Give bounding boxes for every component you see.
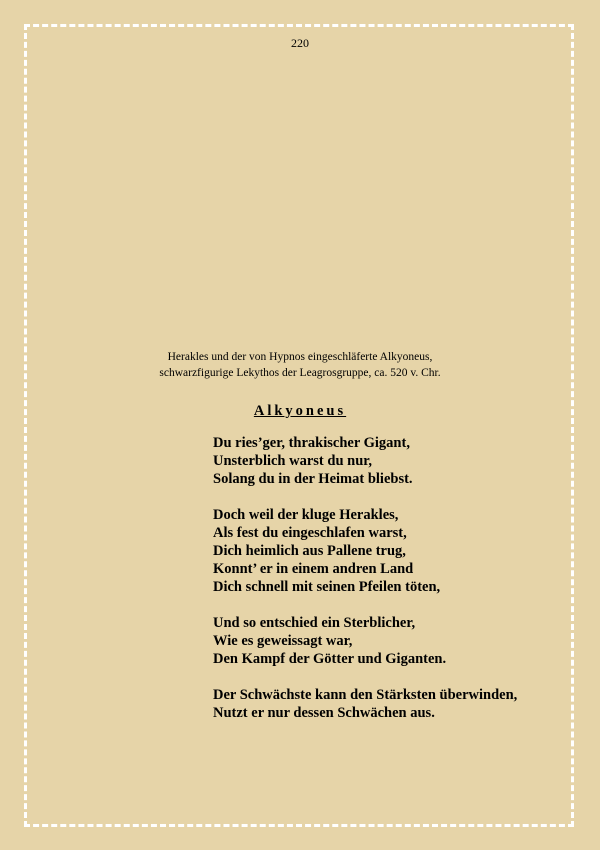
poem-title: Alkyoneus <box>253 403 347 419</box>
poem-line: Nutzt er nur dessen Schwächen aus. <box>213 705 435 721</box>
page-number: 220 <box>291 36 309 50</box>
caption-line-2: schwarzfigurige Lekythos der Leagrosgruppe, ca. 520 v. Chr. <box>159 367 441 379</box>
poem-line: Den Kampf der Götter und Giganten. <box>213 651 447 667</box>
poem-line: Und so entschied ein Sterblicher, <box>213 615 416 631</box>
poem-line: Wie es geweissagt war, <box>213 633 353 649</box>
stanza-4 <box>213 686 517 722</box>
poem-line: Solang du in der Heimat bliebst. <box>213 471 413 487</box>
poem-line: Dich heimlich aus Pallene trug, <box>213 543 406 559</box>
poem-line: Doch weil der kluge Herakles, <box>213 507 399 523</box>
stanza-3 <box>213 614 517 668</box>
poem-line: Du ries’ger, thrakischer Gigant, <box>213 435 410 451</box>
poem-line: Der Schwächste kann den Stärksten überwinden, <box>213 687 518 703</box>
image-caption <box>150 349 450 381</box>
poem-line: Als fest du eingeschlafen warst, <box>213 525 407 541</box>
stanza-2 <box>213 506 517 596</box>
poem-line: Dich schnell mit seinen Pfeilen töten, <box>213 579 441 595</box>
poem-line: Unsterblich warst du nur, <box>213 453 372 469</box>
poem-line: Konnt’ er in einem andren Land <box>213 561 414 577</box>
caption-line-1: Herakles und der von Hypnos eingeschläferte Alkyoneus, <box>167 351 433 363</box>
stanza-1 <box>213 434 517 488</box>
poem-body <box>213 434 517 740</box>
